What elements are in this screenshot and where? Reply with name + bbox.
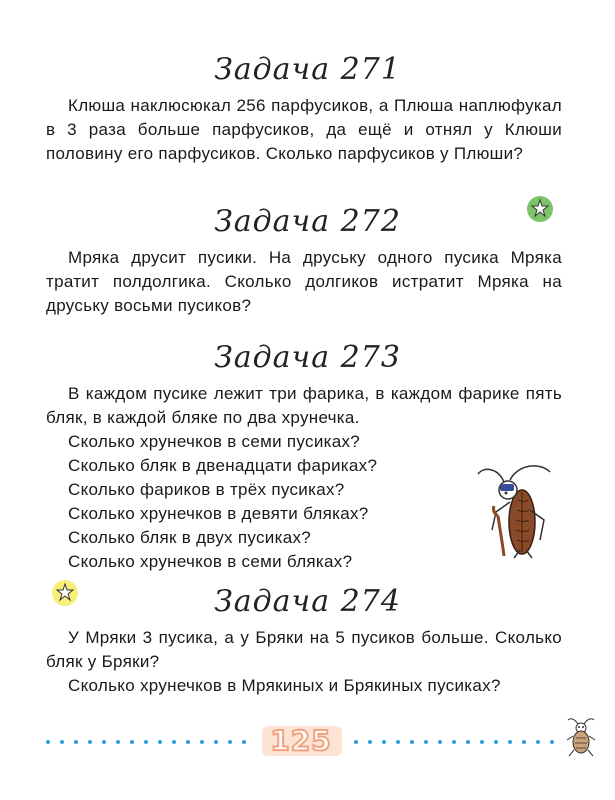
task-274-text: У Мряки 3 пусика, а у Бряки на 5 пусиков больше. Сколько бляк у Бряки? [46,628,562,671]
task-273-question: Сколько хрунечков в девяти бляках? [68,504,369,523]
task-273-question: Сколько бляк в двенадцати фариках? [68,456,378,475]
task-274-question: Сколько хрунечков в Мрякиных и Брякиных пусиках? [68,676,501,695]
small-bug-mascot-icon [564,716,598,758]
task-271-title: Задача 271 [214,52,401,87]
task-273-text: В каждом пусике лежит три фарика, в каждом фарике пять бляк, в каждой бляке по два хрунечка. [46,384,562,427]
task-273-question: Сколько хрунечков в семи пусиках? [68,432,361,451]
task-273-title: Задача 273 [214,340,401,375]
task-271-text: Клюша наклюсюкал 256 парфусиков, а Плюша наплюфукал в 3 раза больше парфусиков, да ещё и отнял у Клюши половину его парфусиков. Сколько парфусиков у Плюши? [46,96,562,163]
bug-with-cane-illustration [470,460,560,560]
task-273-question: Сколько бляк в двух пусиках? [68,528,312,547]
task-274-title: Задача 274 [214,584,401,619]
task-273-question: Сколько хрунечков в семи бляках? [68,552,353,571]
task-272-title: Задача 272 [214,204,401,239]
task-272-text: Мряка друсит пусики. На друську одного пусика Мряка тратит полдолгика. Сколько долгиков истратит Мряка на друську восьми пусиков? [46,248,562,315]
page-number: 125 [270,724,332,757]
task-273-question: Сколько фариков в трёх пусиках? [68,480,345,499]
